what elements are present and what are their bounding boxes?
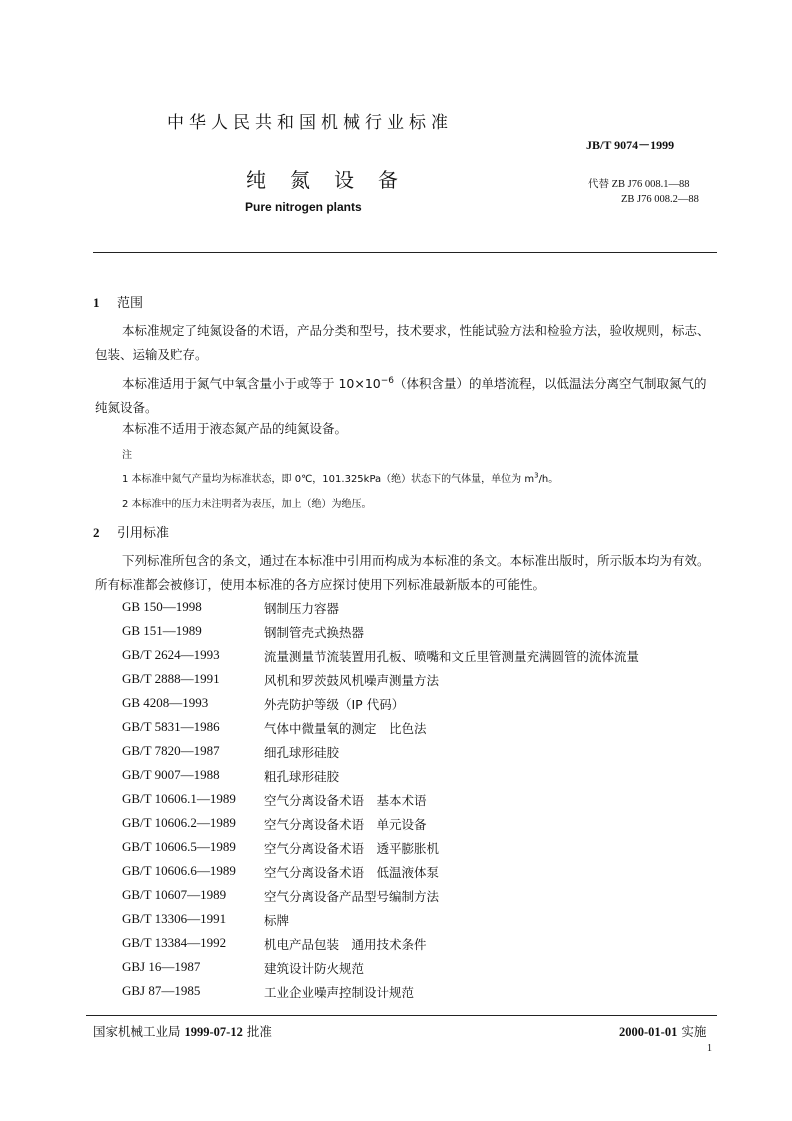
section-2-heading bbox=[93, 522, 169, 541]
issuing-body-title: 中华人民共和国机械行业标准 bbox=[167, 113, 453, 133]
reference-code: GB/T 2624—1993 bbox=[122, 647, 220, 662]
page-number: 1 bbox=[707, 1043, 712, 1054]
references-intro: 下列标准所包含的条文，通过在本标准中引用而构成为本标准的条文。本标准出版时，所示版本均为有效。所有标准都会被修订，使用本标准的各方应探讨使用下列标准最新版本的可能性。 bbox=[95, 553, 710, 592]
note-1-exponent: 3 bbox=[534, 471, 539, 480]
scope-paragraph-1: 本标准规定了纯氮设备的术语，产品分类和型号，技术要求，性能试验方法和检验方法，验收规则，标志、包装、运输及贮存。 bbox=[95, 323, 710, 362]
reference-code: GB/T 7820—1987 bbox=[122, 743, 220, 758]
reference-title: 钢制压力容器 bbox=[264, 601, 340, 616]
scope-paragraph-3: 本标准不适用于液态氮产品的纯氮设备。 bbox=[122, 421, 348, 436]
reference-title: 空气分离设备术语 透平膨胀机 bbox=[264, 841, 440, 856]
standard-number: JB/T 9074－1999 bbox=[586, 138, 675, 152]
reference-title: 建筑设计防火规范 bbox=[264, 961, 365, 976]
reference-code: GBJ 16—1987 bbox=[122, 959, 201, 974]
approval-date: 1999-07-12 bbox=[184, 1025, 243, 1039]
note-label: 注 bbox=[122, 450, 132, 461]
reference-code: GB/T 2888—1991 bbox=[122, 671, 220, 686]
section-title: 范围 bbox=[117, 296, 144, 311]
reference-code: GB/T 5831—1986 bbox=[122, 719, 220, 734]
reference-code: GB 4208—1993 bbox=[122, 695, 209, 710]
replaces-block bbox=[588, 177, 699, 207]
section-title: 引用标准 bbox=[117, 526, 170, 541]
note-1-text-a: 1 本标准中氮气产量均为标准状态，即 0℃，101.325kPa（绝）状态下的气体量，单位为 m bbox=[122, 474, 535, 485]
effective-date: 2000-01-01 bbox=[619, 1025, 678, 1039]
effective-label: 实施 bbox=[681, 1024, 707, 1039]
replaced-standard-2: ZB J76 008.2—88 bbox=[621, 194, 699, 205]
approval-line bbox=[93, 1022, 272, 1040]
reference-code: GB/T 10606.1—1989 bbox=[122, 791, 236, 806]
reference-code: GB/T 10606.5—1989 bbox=[122, 839, 236, 854]
document-title-cn: 纯氮设备 bbox=[246, 168, 422, 192]
scope-p2-exponent: −6 bbox=[380, 376, 395, 386]
section-number: 1 bbox=[93, 295, 100, 310]
scope-p2-text-a: 本标准适用于氮气中氧含量小于或等于 10×10 bbox=[122, 376, 381, 392]
footer-divider bbox=[86, 1015, 717, 1016]
reference-title: 钢制管壳式换热器 bbox=[264, 625, 365, 640]
reference-title: 气体中微量氧的测定 比色法 bbox=[264, 721, 427, 736]
scope-paragraph-2 bbox=[95, 369, 717, 420]
approval-label: 批准 bbox=[246, 1024, 272, 1039]
reference-title: 空气分离设备产品型号编制方法 bbox=[264, 889, 440, 904]
reference-title: 机电产品包装 通用技术条件 bbox=[264, 937, 427, 952]
reference-title: 标牌 bbox=[264, 913, 290, 928]
section-number: 2 bbox=[93, 525, 100, 540]
reference-title: 工业企业噪声控制设计规范 bbox=[264, 985, 415, 1000]
reference-code: GBJ 87—1985 bbox=[122, 983, 201, 998]
reference-code: GB/T 13306—1991 bbox=[122, 911, 227, 926]
reference-title: 外壳防护等级（IP 代码） bbox=[264, 697, 405, 712]
effective-line bbox=[619, 1022, 706, 1040]
note-1 bbox=[122, 470, 558, 485]
reference-title: 粗孔球形硅胶 bbox=[264, 769, 340, 784]
reference-title: 细孔球形硅胶 bbox=[264, 745, 340, 760]
scope-p2-text-b: （体积含量）的单塔流程，以低温法分离空气制取氮气的纯氮设备。 bbox=[95, 376, 707, 416]
reference-title: 空气分离设备术语 基本术语 bbox=[264, 793, 427, 808]
reference-title: 空气分离设备术语 低温液体泵 bbox=[264, 865, 440, 880]
reference-code: GB/T 10606.6—1989 bbox=[122, 863, 236, 878]
section-1-heading bbox=[93, 292, 143, 311]
issuing-authority: 国家机械工业局 bbox=[93, 1024, 181, 1039]
reference-code: GB/T 10607—1989 bbox=[122, 887, 227, 902]
document-title-en: Pure nitrogen plants bbox=[245, 200, 362, 214]
reference-code: GB/T 13384—1992 bbox=[122, 935, 227, 950]
reference-title: 风机和罗茨鼓风机噪声测量方法 bbox=[264, 673, 440, 688]
replaced-standard-1: ZB J76 008.1—88 bbox=[611, 179, 690, 190]
reference-title: 空气分离设备术语 单元设备 bbox=[264, 817, 427, 832]
header-divider bbox=[93, 252, 717, 253]
reference-title: 流量测量节流装置用孔板、喷嘴和文丘里管测量充满圆管的流体流量 bbox=[264, 649, 640, 664]
reference-code: GB/T 10606.2—1989 bbox=[122, 815, 236, 830]
reference-code: GB/T 9007—1988 bbox=[122, 767, 220, 782]
reference-code: GB 151—1989 bbox=[122, 623, 202, 638]
replaces-label: 代替 bbox=[588, 179, 609, 190]
note-2: 2 本标准中的压力未注明者为表压，加上（绝）为绝压。 bbox=[122, 499, 372, 510]
reference-code: GB 150—1998 bbox=[122, 599, 202, 614]
note-1-text-b: /h。 bbox=[538, 474, 559, 485]
